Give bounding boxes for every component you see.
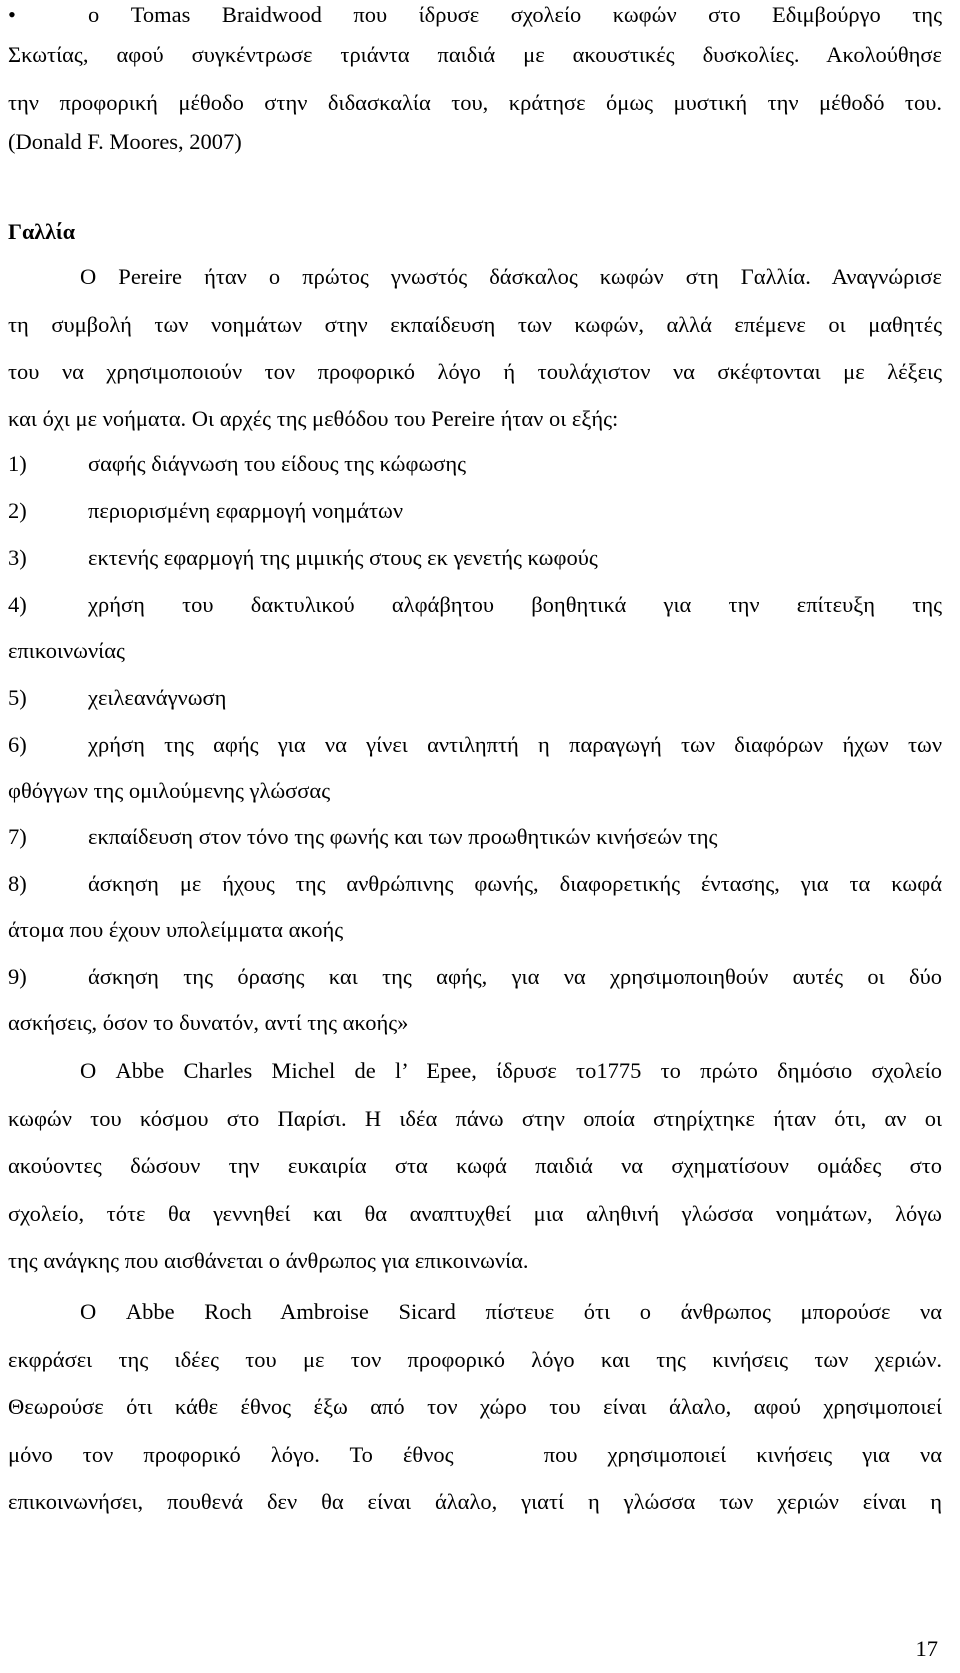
list-item-continuation: ασκήσεις, όσον το δυνατόν, αντί της ακοής» xyxy=(8,1010,409,1035)
paragraph-line: την προφορική μέθοδο στην διδασκαλία του, κράτησε όμως μυστική την μέθοδό του. xyxy=(8,90,942,115)
paragraph-line: Ο Pereire ήταν ο πρώτος γνωστός δάσκαλος κωφών στη Γαλλία. Αναγνώρισε xyxy=(80,264,942,289)
paragraph-line: μόνο τον προφορικό λόγο. Το έθνος που χρησιμοποιεί κινήσεις για να xyxy=(8,1442,942,1467)
list-item-number: 7) xyxy=(8,824,27,849)
list-item-text: σαφής διάγνωση του είδους της κώφωσης xyxy=(88,451,467,476)
list-item-text: άσκηση με ήχους της ανθρώπινης φωνής, διαφορετικής έντασης, για τα κωφά xyxy=(88,871,942,896)
page-number: 17 xyxy=(915,1636,938,1661)
paragraph-line: Σκωτίας, αφού συγκέντρωσε τριάντα παιδιά με ακουστικές δυσκολίες. Ακολούθησε xyxy=(8,42,942,67)
paragraph-line: Ο Abbe Charles Michel de l’ Epee, ίδρυσε το1775 το πρώτο δημόσιο σχολείο xyxy=(80,1058,942,1083)
paragraph-line: και όχι με νοήματα. Οι αρχές της μεθόδου του Pereire ήταν οι εξής: xyxy=(8,406,619,431)
list-item-text: περιορισμένη εφαρμογή νοημάτων xyxy=(88,498,403,523)
list-item-number: 6) xyxy=(8,732,27,757)
paragraph-line: της ανάγκης που αισθάνεται ο άνθρωπος για επικοινωνία. xyxy=(8,1248,529,1273)
paragraph-line: Ο Abbe Roch Ambroise Sicard πίστευε ότι ο άνθρωπος μπορούσε να xyxy=(80,1299,942,1324)
list-item-text: εκπαίδευση στον τόνο της φωνής και των προωθητικών κινήσεών της xyxy=(88,824,718,849)
list-item-text: χειλεανάγνωση xyxy=(88,685,227,710)
paragraph-line: κωφών του κόσμου στο Παρίσι. Η ιδέα πάνω στην οποία στηρίχτηκε ήταν ότι, αν οι xyxy=(8,1106,942,1131)
list-item-text: χρήση της αφής για να γίνει αντιληπτή η παραγωγή των διαφόρων ήχων των xyxy=(88,732,942,757)
section-heading: Γαλλία xyxy=(8,219,75,244)
paragraph-line: του να χρησιμοποιούν τον προφορικό λόγο ή τουλάχιστον να σκέφτονται με λέξεις xyxy=(8,359,942,384)
list-item-text: χρήση του δακτυλικού αλφάβητου βοηθητικά για την επίτευξη της xyxy=(88,592,942,617)
list-item-number: 2) xyxy=(8,498,27,523)
list-item-number: 8) xyxy=(8,871,27,896)
list-item-number: 9) xyxy=(8,964,27,989)
list-item-number: 1) xyxy=(8,451,27,476)
paragraph-line: επικοινωνήσει, πουθενά δεν θα είναι άλαλο, γιατί η γλώσσα των χεριών είναι η xyxy=(8,1489,942,1514)
paragraph-line: σχολείο, τότε θα γεννηθεί και θα αναπτυχθεί μια αληθινή γλώσσα νοημάτων, λόγω xyxy=(8,1201,942,1226)
list-item-continuation: άτομα που έχουν υπολείμματα ακοής xyxy=(8,917,344,942)
paragraph-line: τη συμβολή των νοημάτων στην εκπαίδευση των κωφών, αλλά επέμενε οι μαθητές xyxy=(8,312,942,337)
paragraph-line: Θεωρούσε ότι κάθε έθνος έξω από τον χώρο του είναι άλαλο, αφού χρησιμοποιεί xyxy=(8,1394,942,1419)
list-item-number: 4) xyxy=(8,592,27,617)
paragraph-line: ακούοντες δώσουν την ευκαιρία στα κωφά παιδιά να σχηματίσουν ομάδες στο xyxy=(8,1153,942,1178)
paragraph-line: εκφράσει της ιδέες του με τον προφορικό λόγο και της κινήσεις των χεριών. xyxy=(8,1347,942,1372)
bullet-icon: • xyxy=(8,2,16,27)
list-item-text: εκτενής εφαρμογή της μιμικής στους εκ γενετής κωφούς xyxy=(88,545,598,570)
citation-line: (Donald F. Moores, 2007) xyxy=(8,129,242,154)
list-item-continuation: φθόγγων της ομιλούμενης γλώσσας xyxy=(8,778,331,803)
list-item-text: άσκηση της όρασης και της αφής, για να χρησιμοποιηθούν αυτές οι δύο xyxy=(88,964,942,989)
list-item-number: 5) xyxy=(8,685,27,710)
list-item-number: 3) xyxy=(8,545,27,570)
list-item-continuation: επικοινωνίας xyxy=(8,638,125,663)
bullet-text: ο Tomas Braidwood που ίδρυσε σχολείο κωφών στο Εδιμβούργο της xyxy=(88,2,942,27)
